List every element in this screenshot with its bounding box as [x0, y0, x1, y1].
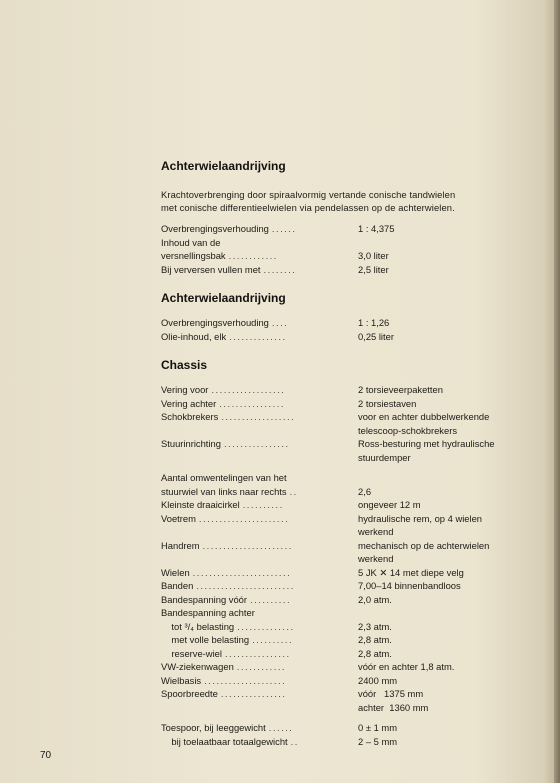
spec-label: Voetrem	[161, 512, 196, 524]
spec-row	[161, 383, 541, 397]
spec-row	[161, 498, 541, 512]
spec-label: tot ³/₄ belasting	[161, 620, 235, 632]
spec-label: Overbrengingsverhouding	[161, 223, 269, 234]
dot-leader	[220, 236, 358, 250]
spec-label-cell	[161, 721, 358, 735]
spec-value: vóór 1375 mm	[358, 688, 424, 699]
spec-label: Handrem	[161, 539, 200, 551]
spec-label: Bandespanning vóór	[161, 593, 248, 605]
spec-label-cell	[161, 593, 358, 607]
spec-row	[161, 249, 541, 263]
spec-label: versnellingsbak	[161, 250, 226, 261]
dot-leader	[255, 606, 358, 620]
spec-value: 0,25 liter	[358, 330, 394, 342]
spec-value: werkend	[358, 553, 394, 564]
intro-line: met conische differentieelwielen via pendelassen op de achterwielen.	[161, 202, 455, 213]
spec-row	[161, 330, 541, 344]
spec-row	[161, 525, 541, 539]
spec-value: vóór en achter 1,8 atm.	[358, 661, 455, 672]
dot-leader: ......	[268, 722, 294, 733]
spec-label: Wielen	[161, 566, 190, 578]
spec-row	[161, 579, 541, 593]
spec-row	[161, 714, 541, 721]
spec-label-cell	[161, 633, 358, 647]
section-heading: Chassis	[161, 358, 208, 372]
spec-value: voor en achter dubbelwerkende	[358, 411, 490, 422]
spec-value: achter 1360 mm	[358, 701, 429, 713]
spec-label-cell	[161, 701, 358, 715]
spec-label: Olie-inhoud, elk	[161, 330, 227, 342]
dot-leader: ....	[271, 317, 289, 328]
spec-label: stuurwiel van links naar rechts	[161, 485, 287, 497]
spec-label-cell	[161, 525, 358, 539]
spec-label-cell	[161, 735, 358, 749]
spec-label: Overbrengingsverhouding	[161, 317, 269, 328]
spec-value: hydraulische rem, op 4 wielen	[358, 512, 483, 524]
dot-leader: ..........	[242, 499, 284, 510]
spec-row	[161, 721, 541, 735]
spec-row	[161, 222, 541, 236]
spec-value	[358, 464, 541, 471]
dot-leader: ..........	[250, 593, 292, 605]
spec-value	[358, 471, 541, 485]
dot-leader: ............	[236, 661, 287, 672]
dot-leader: ........	[263, 263, 297, 275]
spec-value: 2,5 liter	[358, 263, 389, 275]
spec-value: 2 torsiestaven	[358, 397, 417, 409]
dot-leader: ..........	[252, 634, 294, 645]
spec-value: stuurdemper	[358, 451, 411, 463]
spec-label: Banden	[161, 580, 194, 591]
spec-value: 2,8 atm.	[358, 647, 392, 659]
spec-row	[161, 437, 541, 451]
spec-label-cell	[161, 236, 358, 250]
dot-leader: ........................	[192, 566, 292, 578]
spec-label-cell	[161, 485, 358, 499]
spec-label-cell	[161, 552, 358, 566]
spec-row	[161, 424, 541, 438]
spec-value: Ross-besturing met hydraulische	[358, 438, 495, 449]
dot-leader: ......................	[202, 539, 293, 551]
spec-label-cell	[161, 397, 358, 411]
spec-label: reserve-wiel	[161, 647, 222, 659]
spec-label-cell	[161, 249, 358, 263]
spec-value: 2 – 5 mm	[358, 735, 398, 747]
dot-leader: ................	[224, 647, 291, 659]
spec-label-cell	[161, 316, 358, 330]
spec-label: Stuurinrichting	[161, 438, 221, 449]
spec-label-cell	[161, 512, 358, 526]
spec-label-cell	[161, 647, 358, 661]
dot-leader	[161, 525, 358, 539]
spec-label-cell	[161, 687, 358, 701]
dot-leader	[161, 424, 358, 438]
spec-label: Aantal omwentelingen van het	[161, 472, 287, 483]
dot-leader: ..............	[229, 330, 287, 342]
spec-value: 2,0 atm.	[358, 593, 392, 605]
spec-label: bij toelaatbaar totaalgewicht	[161, 735, 288, 747]
spec-label: Vering voor	[161, 384, 209, 395]
page-edge-shadow	[554, 0, 560, 783]
spec-row	[161, 674, 541, 688]
section-heading: Achterwielaandrijving	[161, 159, 286, 173]
spec-table	[161, 383, 541, 748]
dot-leader: ................	[223, 438, 290, 449]
spec-value	[358, 236, 541, 250]
spec-row	[161, 263, 541, 277]
spec-value: 3,0 liter	[358, 250, 389, 261]
dot-leader	[161, 552, 358, 566]
spec-value: 1 : 4,375	[358, 223, 395, 234]
spec-table	[161, 316, 541, 343]
spec-label-cell	[161, 437, 358, 451]
dot-leader	[161, 701, 358, 715]
spec-label-cell	[161, 383, 358, 397]
spec-value: telescoop-schokbrekers	[358, 424, 458, 436]
spec-row	[161, 687, 541, 701]
spec-table	[161, 222, 541, 276]
dot-leader: ..................	[221, 411, 296, 422]
dot-leader: ......	[271, 223, 297, 234]
spec-row	[161, 485, 541, 499]
spec-row	[161, 397, 541, 411]
spec-value: 2,6	[358, 485, 372, 497]
spec-label-cell	[161, 222, 358, 236]
spec-label: Bij verversen vullen met	[161, 263, 261, 275]
spec-label-cell	[161, 464, 358, 471]
spec-value: werkend	[358, 526, 394, 537]
spec-label: Vering achter	[161, 397, 217, 409]
dot-leader: ................	[219, 397, 285, 409]
spec-label: VW-ziekenwagen	[161, 661, 234, 672]
spec-row	[161, 620, 541, 634]
section-heading: Achterwielaandrijving	[161, 291, 286, 305]
spec-label-cell	[161, 539, 358, 553]
spec-content	[161, 158, 541, 748]
dot-leader	[287, 471, 358, 485]
spec-value: mechanisch op de achterwielen	[358, 539, 490, 551]
dot-leader: ................	[220, 688, 287, 699]
spec-label-cell	[161, 566, 358, 580]
spec-label-cell	[161, 451, 358, 465]
spec-value: 2 torsieveerpaketten	[358, 384, 443, 395]
spec-label: Spoorbreedte	[161, 688, 218, 699]
spec-row	[161, 660, 541, 674]
spec-label: Wielbasis	[161, 674, 202, 686]
spec-row	[161, 701, 541, 715]
dot-leader	[161, 451, 358, 465]
spec-value: 5 JK ✕ 14 met diepe velg	[358, 566, 464, 578]
dot-leader: ..............	[237, 620, 295, 632]
spec-label-cell	[161, 674, 358, 688]
dot-leader	[161, 464, 358, 471]
dot-leader	[161, 714, 358, 721]
intro-line: Krachtoverbrenging door spiraalvormig vertande conische tandwielen	[161, 189, 456, 200]
spec-label-cell	[161, 498, 358, 512]
spec-label-cell	[161, 714, 358, 721]
spec-row	[161, 451, 541, 465]
page-number: 70	[40, 750, 52, 761]
spec-label-cell	[161, 424, 358, 438]
dot-leader: ..................	[211, 384, 286, 395]
spec-label-cell	[161, 620, 358, 634]
spec-row	[161, 633, 541, 647]
spec-label: Bandespanning achter	[161, 607, 255, 618]
spec-value: 2,8 atm.	[358, 634, 392, 645]
spec-label: Toespoor, bij leeggewicht	[161, 722, 266, 733]
spec-label-cell	[161, 330, 358, 344]
spec-row	[161, 647, 541, 661]
spec-row	[161, 471, 541, 485]
spec-row	[161, 593, 541, 607]
spec-value: 7,00–14 binnenbandloos	[358, 580, 461, 591]
spec-row	[161, 566, 541, 580]
spec-label: met volle belasting	[161, 634, 250, 645]
spec-label: Inhoud van de	[161, 236, 221, 248]
spec-row	[161, 539, 541, 553]
spec-row	[161, 735, 541, 749]
dot-leader: ..	[290, 735, 299, 747]
spec-value: 0 ± 1 mm	[358, 722, 398, 733]
spec-row	[161, 512, 541, 526]
spec-row	[161, 236, 541, 250]
spec-label: Kleinste draaicirkel	[161, 499, 240, 510]
spec-row	[161, 464, 541, 471]
spec-row	[161, 316, 541, 330]
spec-label-cell	[161, 410, 358, 424]
spec-value: ongeveer 12 m	[358, 499, 421, 510]
spec-label-cell	[161, 606, 358, 620]
spec-row	[161, 552, 541, 566]
spec-value	[358, 714, 541, 721]
spec-value: 2400 mm	[358, 674, 398, 686]
dot-leader: ......................	[198, 512, 290, 524]
dot-leader: ....................	[204, 674, 287, 686]
spec-value: 1 : 1,26	[358, 317, 390, 328]
spec-label-cell	[161, 660, 358, 674]
spec-label: Schokbrekers	[161, 411, 219, 422]
spec-row	[161, 410, 541, 424]
spec-label-cell	[161, 471, 358, 485]
spec-label-cell	[161, 263, 358, 277]
dot-leader: ............	[228, 250, 278, 261]
dot-leader: ........................	[196, 580, 295, 591]
spec-label-cell	[161, 579, 358, 593]
dot-leader: ..	[289, 485, 298, 497]
spec-value	[358, 606, 541, 620]
spec-row	[161, 606, 541, 620]
spec-value: 2,3 atm.	[358, 620, 392, 632]
